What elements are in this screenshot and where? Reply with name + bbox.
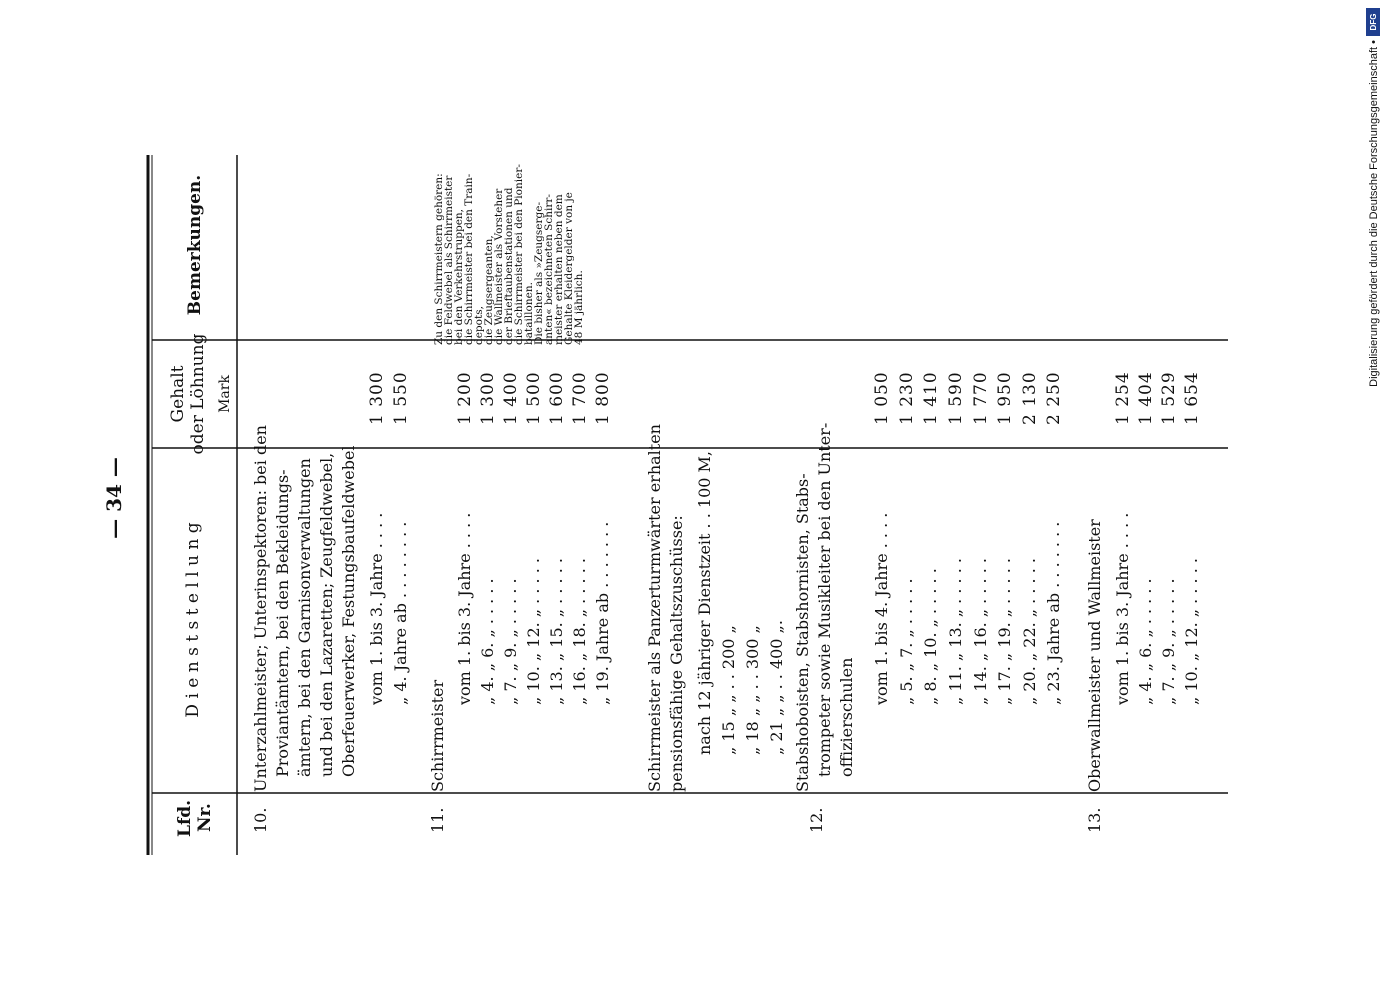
step-label: „ 13. „ 15. „ . . . . . <box>547 558 566 705</box>
row-title-line: Unterzahlmeister; Unterinspektoren: bei den <box>251 425 270 792</box>
row-number: 10. <box>251 807 270 833</box>
step-value: 1 230 <box>897 371 917 425</box>
page-number: — 34 — <box>102 457 126 539</box>
step-label: „ 11. „ 13. „ . . . . . <box>946 558 965 705</box>
step-value: 1 950 <box>995 371 1015 425</box>
remark-line: 48 M jährlich. <box>573 270 585 345</box>
step-label: „ 19. Jahre ab . . . . . . . <box>593 521 612 705</box>
step-label: vom 1. bis 4. Jahre . . . . <box>872 512 891 705</box>
remark-line: die Zeugsergeanten, <box>483 235 495 345</box>
step-value: 1 200 <box>455 371 475 425</box>
header-nr: Nr. <box>195 803 215 832</box>
remark-line: bataillonen. <box>523 282 535 345</box>
supplement-step: „ 18 „ „ . . 300 „ <box>743 625 762 755</box>
remark-line: depots, <box>473 306 485 345</box>
step-label: „ 20. „ 22. „ . . . . . <box>1020 558 1039 705</box>
header-lfd: Lfd. <box>175 799 195 837</box>
row-title-line: Proviantämtern, bei den Bekleidungs- <box>273 469 292 777</box>
row-title-line: trompeter sowie Musikleiter bei den Unter- <box>815 422 834 777</box>
step-value: 1 529 <box>1159 371 1179 425</box>
row-number: 12. <box>807 807 826 833</box>
step-value: 1 600 <box>547 371 567 425</box>
step-label: „ 4. „ 6. „ . . . . . <box>478 578 497 705</box>
digitization-credit: Digitalisierung gefördert durch die Deutsche Forschungsgemeinschaft • <box>1368 40 1380 387</box>
header-bemerkungen: Bemerkungen. <box>185 174 205 316</box>
step-label: „ 4. Jahre ab . . . . . . . . <box>391 521 410 705</box>
step-value: 1 654 <box>1182 371 1202 425</box>
step-value: 1 410 <box>921 371 941 425</box>
remark-line: meister erhalten neben dem <box>553 194 565 345</box>
step-label: vom 1. bis 3. Jahre . . . . <box>367 512 386 705</box>
step-label: „ 5. „ 7. „ . . . . . <box>897 578 916 705</box>
step-value: 1 500 <box>524 371 544 425</box>
step-value: 1 300 <box>478 371 498 425</box>
remark-line: der Brieftaubenstationen und <box>503 187 515 345</box>
step-value: 1 400 <box>501 371 521 425</box>
step-value: 1 700 <box>570 371 590 425</box>
step-label: „ 8. „ 10. „ . . . . . <box>921 568 940 705</box>
step-value: 1 800 <box>593 371 613 425</box>
header-gehalt: Gehalt <box>168 365 188 423</box>
supplement-step: nach 12 jähriger Dienstzeit . . 100 M, <box>695 451 714 755</box>
step-value: 1 050 <box>872 371 892 425</box>
step-value: 1 300 <box>367 371 387 425</box>
supplement-step: „ 15 „ „ . . 200 „ <box>719 625 738 755</box>
remark-line: bei den Verkehrstruppen, <box>453 208 465 345</box>
row-number: 11. <box>428 807 447 833</box>
supplement-heading: pensionsfähige Gehaltszuschüsse: <box>667 515 686 792</box>
step-label: „ 4. „ 6. „ . . . . . <box>1136 578 1155 705</box>
dfg-logo-text: DFG <box>1369 13 1378 31</box>
remark-line: Gehalte Kleidergelder von je <box>563 192 575 345</box>
remark-line: die Schirrmeister bei den Train- <box>463 173 475 345</box>
step-label: „ 17. „ 19. „ . . . . . <box>995 558 1014 705</box>
remark-line: Zu den Schirrmeistern gehören: <box>433 173 445 345</box>
header-loehnung: oder Löhnung <box>188 333 208 455</box>
row-title-line: ämtern, bei den Garnisonverwaltungen <box>295 458 314 777</box>
header-mark: Mark <box>217 375 233 413</box>
remark-line: die Schirrmeister bei den Pionier- <box>513 164 525 345</box>
step-label: „ 14. „ 16. „ . . . . . <box>971 558 990 705</box>
remark-line: die Feldwebel als Schirrmeister <box>443 175 455 345</box>
step-label: „ 7. „ 9. „ . . . . . <box>501 578 520 705</box>
step-value: 1 404 <box>1136 371 1156 425</box>
step-label: „ 10. „ 12. „ . . . . . <box>524 558 543 705</box>
row-title-line: offizierschulen <box>837 657 856 777</box>
row-title-line: und bei den Lazaretten; Zeugfeldwebel, <box>317 452 336 777</box>
remark-line: Die bisher als »Zeugserge- <box>533 202 545 345</box>
step-value: 1 550 <box>391 371 411 425</box>
step-value: 1 590 <box>946 371 966 425</box>
step-label: „ 16. „ 18. „ . . . . . <box>570 558 589 705</box>
row-number: 13. <box>1085 807 1104 833</box>
step-label: vom 1. bis 3. Jahre . . . . <box>1113 512 1132 705</box>
step-label: vom 1. bis 3. Jahre . . . . <box>455 512 474 705</box>
credit-strip <box>1366 8 1380 387</box>
supplement-step: „ 21 „ „ . . 400 „. <box>767 620 786 755</box>
step-value: 2 250 <box>1044 371 1064 425</box>
step-value: 2 130 <box>1020 371 1040 425</box>
header-dienststellung: D i e n s t s t e l l u n g <box>183 522 203 718</box>
row-title-line: Stabshoboisten, Stabshornisten, Stabs- <box>793 473 812 792</box>
step-label: „ 10. „ 12. „ . . . . . <box>1182 558 1201 705</box>
step-value: 1 770 <box>971 371 991 425</box>
row-title-line: Schirrmeister <box>428 679 447 792</box>
step-label: „ 23. Jahre ab . . . . . . . <box>1044 521 1063 705</box>
supplement-heading: Schirrmeister als Panzerturmwärter erhalten <box>645 424 664 792</box>
remark-line: anten« bezeichneten Schirr- <box>543 194 555 345</box>
remark-line: die Wallmeister als Vorsteher <box>493 188 505 345</box>
row-title-line: Oberwallmeister und Wallmeister <box>1085 519 1104 792</box>
step-label: „ 7. „ 9. „ . . . . . <box>1159 578 1178 705</box>
step-value: 1 254 <box>1113 371 1133 425</box>
row-title-line: Oberfeuerwerker, Festungsbaufeldwebel <box>339 445 358 777</box>
